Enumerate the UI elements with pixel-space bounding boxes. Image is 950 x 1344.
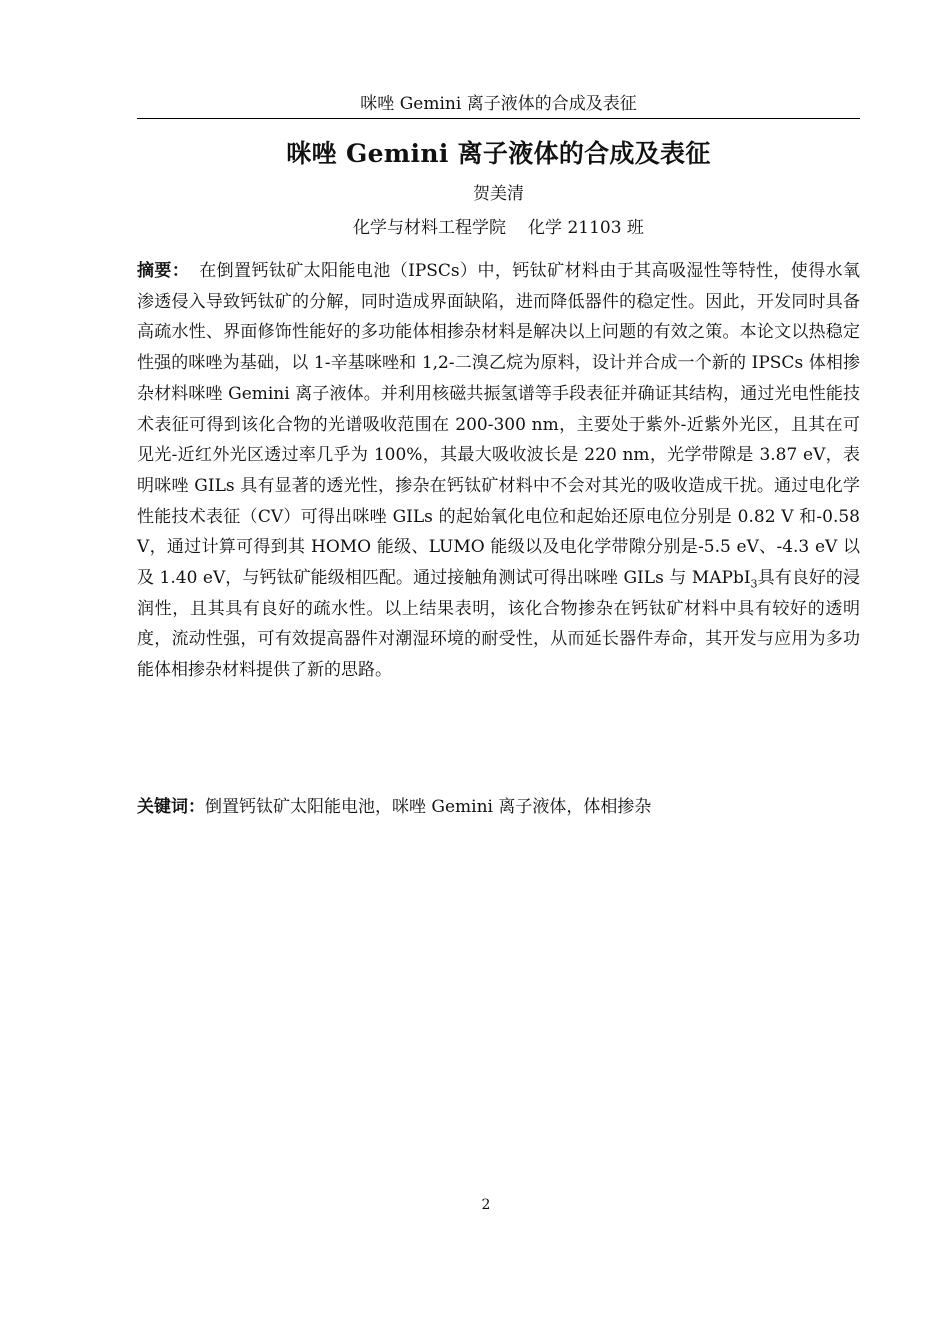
keywords: [137, 794, 860, 820]
abstract-text-part2: 具有良好的浸润性，且其具有良好的疏水性。以上结果表明，该化合物掺杂在钙钛矿材料中具有较好的透明度，流动性强，可有效提高器件对潮湿环境的耐受性，从而延长器件寿命，其开发与应用为多功能体相掺杂材料提供了新的思路。: [137, 568, 860, 681]
abstract-text-part1: 在倒置钙钛矿太阳能电池（IPSCs）中，钙钛矿材料由于其高吸湿性等特性，使得水氧渗透侵入导致钙钛矿的分解，同时造成界面缺陷，进而降低器件的稳定性。因此，开发同时具备高疏水性、界面修饰性能好的多功能体相掺杂材料是解决以上问题的有效之策。本论文以热稳定性强的咪唑为基础，以 1-辛基咪唑和 1,2-二溴乙烷为原料，设计并合成一个新的 IPSCs 体相掺杂材料咪唑 Gemini 离子液体。并利用核磁共振氢谱等手段表征并确证其结构，通过光电性能技术表征可得到该化合物的光谱吸收范围在 200-300 nm，主要处于紫外-近紫外光区，且其在可见光-近红外光区透过率几乎为 100%，其最大吸收波长是 220 nm，光学带隙是 3.87 eV，表明咪唑 GILs 具有显著的透光性，掺杂在钙钛矿材料中不会对其光的吸收造成干扰。通过电化学性能技术表征（CV）可得出咪唑 GILs 的起始氧化电位和起始还原电位分别是 0.82 V 和-0.58 V，通过计算可得到其 HOMO 能级、LUMO 能级以及电化学带隙分别是-5.5 eV、-4.3 eV 以及 1.40 eV，与钙钛矿能级相匹配。通过接触角测试可得出咪唑 GILs 与 MAPbI: [137, 261, 861, 589]
abstract-subscript: 3: [750, 577, 758, 591]
school-name: 化学与材料工程学院: [353, 218, 507, 238]
affiliation: [137, 215, 860, 241]
running-header: 咪唑 Gemini 离子液体的合成及表征: [137, 92, 860, 119]
paper-title: 咪唑 Gemini 离子液体的合成及表征: [286, 139, 711, 168]
author-name: 贺美清: [473, 184, 524, 204]
keywords-label: 关键词：: [137, 797, 205, 817]
page-number: 2: [481, 1197, 491, 1213]
abstract-label: 摘要：: [137, 261, 190, 281]
abstract: [137, 256, 860, 686]
class-name: 化学 21103 班: [528, 218, 644, 238]
keywords-text: 倒置钙钛矿太阳能电池，咪唑 Gemini 离子液体，体相掺杂: [205, 797, 652, 817]
